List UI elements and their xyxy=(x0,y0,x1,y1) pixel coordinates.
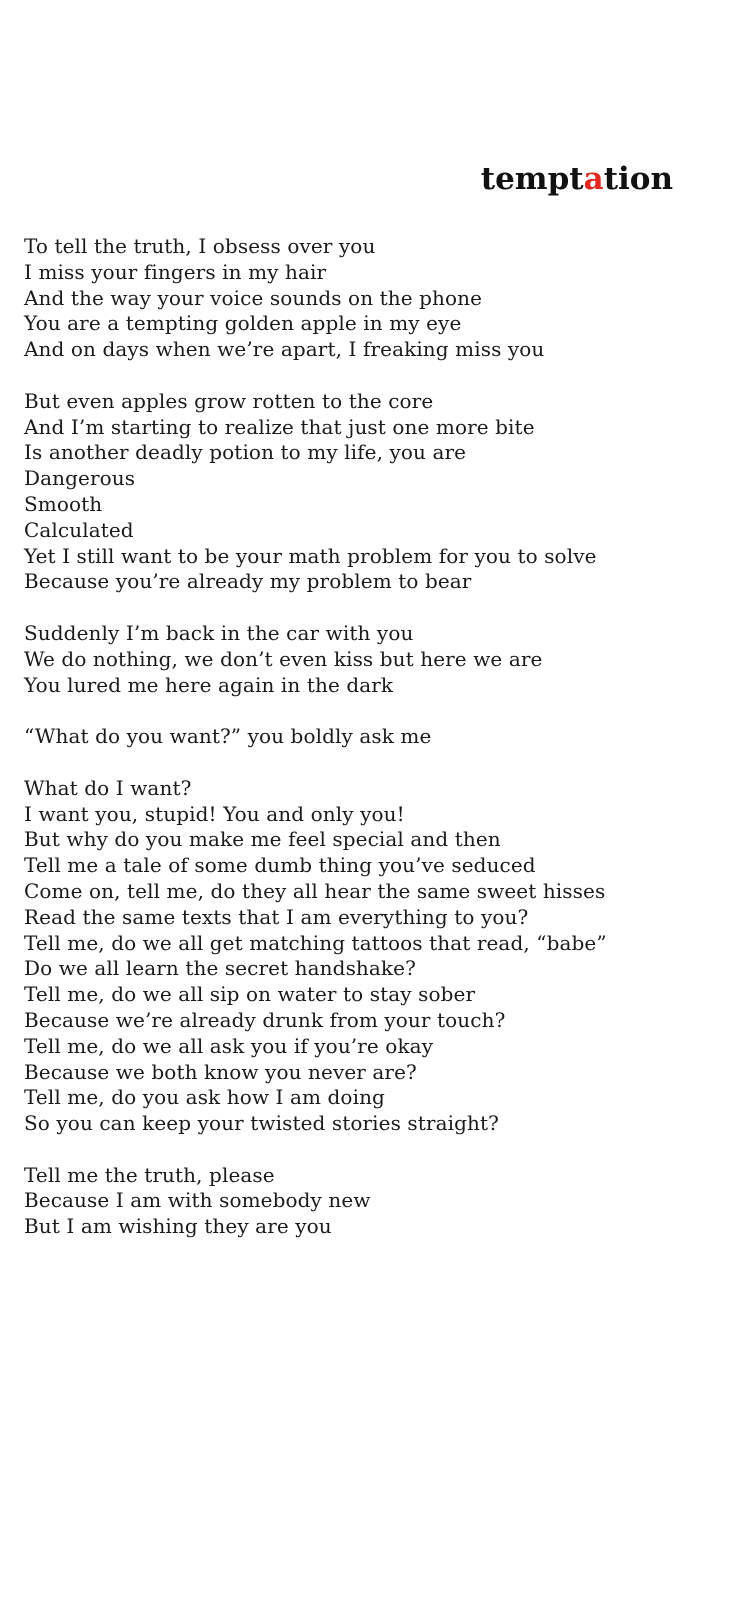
poem-line: To tell the truth, I obsess over you xyxy=(24,234,376,258)
poem-line: But why do you make me feel special and then xyxy=(24,827,501,852)
poem-line: Because we’re already drunk from your touch? xyxy=(24,1007,506,1032)
poem-line: Tell me a tale of some dumb thing you’ve seduced xyxy=(24,853,536,878)
poem-line: And the way your voice sounds on the phone xyxy=(24,285,483,310)
poem-line: Dangerous xyxy=(24,466,136,491)
poem-line: Because I am with somebody new xyxy=(24,1188,371,1213)
poem-line: Tell me the truth, please xyxy=(24,1162,275,1187)
stanza xyxy=(24,1163,724,1240)
poem-line: Because you’re already my problem to bear xyxy=(24,569,472,594)
poem-line: And on days when we’re apart, I freaking miss you xyxy=(24,337,545,362)
poem-line: Come on, tell me, do they all hear the same sweet hisses xyxy=(24,878,606,903)
poem-body xyxy=(24,234,724,1266)
poem-line: And I’m starting to realize that just one more bite xyxy=(24,414,535,439)
title-part-start: tempt xyxy=(480,161,584,197)
poem-line: You are a tempting golden apple in my eye xyxy=(24,311,462,336)
poem-line: Smooth xyxy=(24,491,103,516)
stanza xyxy=(24,776,724,1137)
poem-line: What do I want? xyxy=(24,775,192,800)
poem-line: Calculated xyxy=(24,517,134,542)
poem-line: But even apples grow rotten to the core xyxy=(24,388,434,413)
poem-line: We do nothing, we don’t even kiss but here we are xyxy=(24,646,543,671)
poem-line: Read the same texts that I am everything to you? xyxy=(24,904,529,929)
poem-line: Yet I still want to be your math problem for you to solve xyxy=(24,543,597,568)
poem-line: Tell me, do we all get matching tattoos that read, “babe” xyxy=(24,930,607,955)
poem-line: Tell me, do we all ask you if you’re okay xyxy=(24,1033,434,1058)
poem-line: “What do you want?” you boldly ask me xyxy=(24,724,432,749)
poem-line: I miss your fingers in my hair xyxy=(24,259,327,284)
stanza xyxy=(24,724,724,750)
poem-line: Because we both know you never are? xyxy=(24,1059,417,1084)
poem-line: But I am wishing they are you xyxy=(24,1214,332,1239)
poem-line: Tell me, do you ask how I am doing xyxy=(24,1085,385,1110)
stanza xyxy=(24,389,724,595)
title-accent-letter: a xyxy=(583,161,604,197)
poem-line: Do we all learn the secret handshake? xyxy=(24,956,416,981)
stanza xyxy=(24,234,724,363)
poem-line: Tell me, do we all sip on water to stay sober xyxy=(24,982,476,1007)
poem-line: Suddenly I’m back in the car with you xyxy=(24,620,414,645)
poem-line: You lured me here again in the dark xyxy=(24,672,394,697)
poem-line: I want you, stupid! You and only you! xyxy=(24,801,405,826)
title-part-end: tion xyxy=(603,161,673,197)
poem-line: So you can keep your twisted stories straight? xyxy=(24,1111,499,1136)
poem-title xyxy=(480,161,673,197)
stanza xyxy=(24,621,724,698)
poem-line: Is another deadly potion to my life, you are xyxy=(24,440,467,465)
